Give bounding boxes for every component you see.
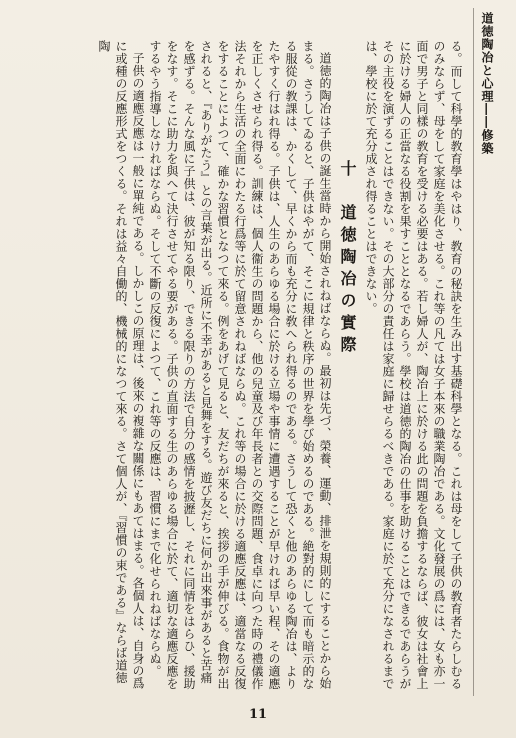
section-heading: 十 道徳陶冶の實際 xyxy=(338,160,357,358)
page-number: 11 xyxy=(248,707,268,722)
running-header: 道徳陶冶と心理――修築 xyxy=(480,12,494,155)
paragraph-1: 道徳的陶冶は子供の誕生當時から開始されねばならぬ。最初は先づ、榮養、運動、排泄を規則的にすることから始まる。さうしてゐると、子供はやがて、そこに規律と秩序の世界を學び始めるのである。絶對的にして而も暗示的なる服從の教課は、かくして、早くから而も充分に敎へられ得るのである。さうして恐くと他のあらゆる陶冶は、よりたやすく行はれ得る。子供は、人生のあらゆる場合に於ける立場や事情に遭遇することが早ければ早い程、その適應を正しくさせられ得る。訓練は、個人衞生の問題から、他の兒童及び年長者との交際問題、食卓に向つた時の禮儀作法それから生活の全面にわたる行爲等に於て留意されねばならぬ。これ等の場合に於ける適應反應は、適當なる反復をすることによつて、確かな習慣となつて來る。例をあげて見ると、友だちが來ると、挨拶の手が伸びる。食物が出されると、『ありがたう』との言葉が出る。近所に不幸があると見舞をする。遊び友だちに何か出來事があると苦痛を感ずる。そんな風に子供は、彼が知る限り、できる限りの方法で自分の感情を披瀝し、それに同情をはらひ、援助をなす。そこに助力を與へて決行させてやる要がある。子供の直面する生のあらゆる場合に於て、適切な適應反應をするやう指導しなければならぬ。そして不斷の反復によつて、これ等の反應は、習慣にまで化せられねばならぬ。 xyxy=(148,40,332,690)
paragraph-2: 子供の適應反應は一般に單純である。しかしこの原理は、後來の複雜な關係にもあてはまる。各個人は、自身の爲に或種の反應形式をつくる。それは益々自働的、機械的になつて來る。さて個人が、『習慣の束である』ならば道徳陶 xyxy=(97,40,145,690)
body-text xyxy=(12,40,464,690)
header-divider-line xyxy=(473,8,474,696)
paragraph-intro: る。而して科學的教育學はやはり、教育の秘訣を生み出す基礎科學となる。これは母をして子供の教育者たらしむるのみならず、母をして家庭を美化させる。これ等の凡ては女子本來の職業陶冶である。文化發展の爲には、女も亦一面で男子と同樣の教育を受ける必要はある。若し婦人が、陶冶上に於ける此の問題を負擔するならば、彼女は社會上に於ける婦人の正當なる役割を果すこととなるであらう。學校は道徳的陶冶の仕事を助けることはできるであらうがその主役を演ずることはできない。その大部分の責任は家庭に歸せらるべきである。家庭に於て充分になされるまでは、學校に於て充分成され得ることはできない。 xyxy=(364,40,463,690)
